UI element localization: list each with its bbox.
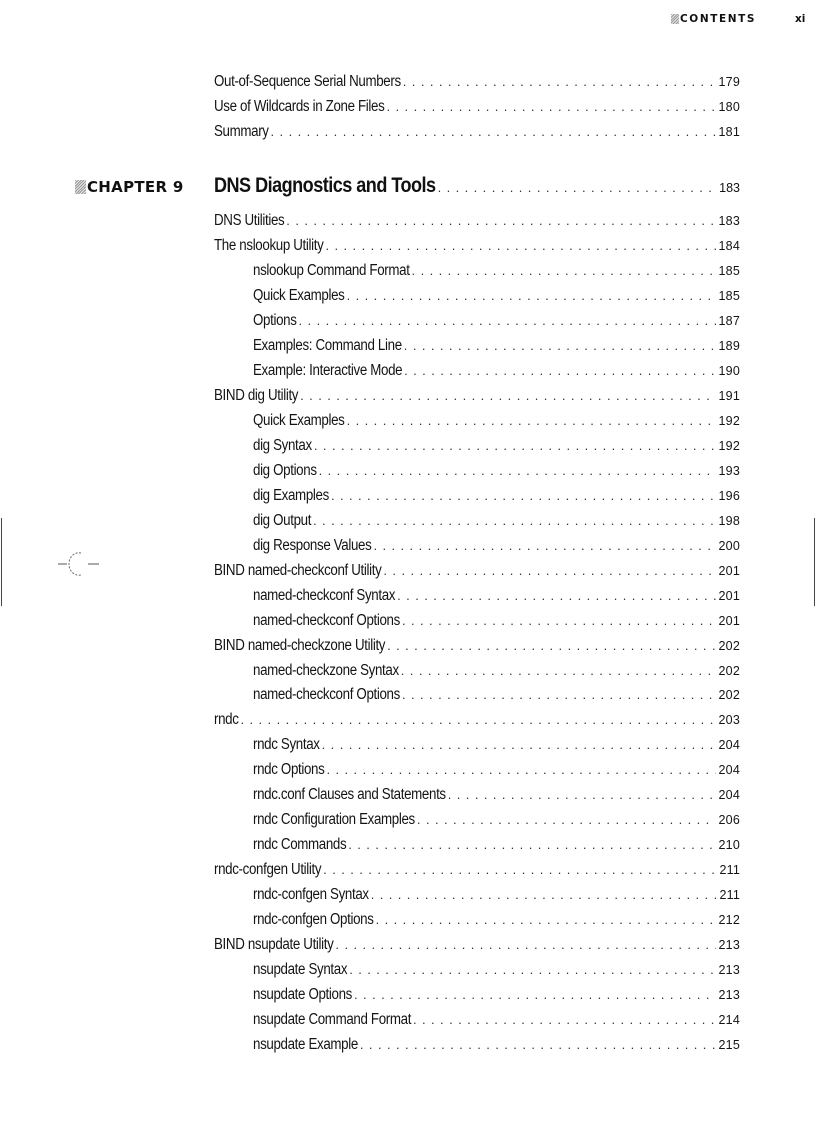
right-edge-line [814,518,815,606]
toc-subentry[interactable] [253,612,740,634]
toc-entry[interactable] [214,212,740,234]
dot-leader [322,737,716,752]
toc-subentry[interactable] [253,287,740,309]
dot-leader [360,1037,716,1052]
dot-leader [404,363,715,378]
toc-entry[interactable] [214,73,740,95]
running-head-label [671,13,756,25]
toc-entry-page: 185 [718,288,740,303]
dot-leader [354,987,716,1002]
toc-entry-page: 185 [718,263,740,278]
dot-leader [371,887,717,902]
hatch-ornament-icon [671,14,679,24]
toc-entry-page: 196 [718,488,740,503]
toc-entry-title: nsupdate Command Format [253,1011,412,1028]
toc-entry-page: 210 [718,838,740,853]
toc-entry-title: rndc Options [253,761,325,779]
toc-entry-page: 206 [718,813,740,828]
toc-entry-page: 204 [718,738,740,753]
toc-entry-page: 203 [718,713,740,728]
toc-entry-page: 212 [718,913,740,928]
toc-subentry[interactable] [253,811,740,833]
toc-entry-title: dig Response Values [253,536,372,554]
toc-entry-page: 213 [718,988,740,1003]
toc-entry-page: 201 [718,588,740,603]
toc-entry[interactable] [214,711,740,733]
dot-leader [373,538,715,553]
toc-entry-page: 184 [718,239,740,253]
toc-entry-page: 181 [718,125,740,139]
toc-entry-page: 191 [718,388,740,403]
dot-leader [402,687,716,702]
toc-subentry[interactable] [253,886,740,908]
dot-leader [240,712,715,727]
dot-leader [413,1012,716,1027]
toc-entry[interactable] [214,562,740,584]
toc-entry-title: Quick Examples [253,286,345,304]
toc-subentry[interactable] [253,686,740,708]
toc-entry-page: 202 [718,663,740,678]
toc-entry-title: named-checkconf Options [253,686,400,704]
dot-leader [404,338,716,353]
toc-entry-page: 192 [718,438,740,453]
toc-entry-title: nsupdate Syntax [253,961,348,979]
hatch-ornament-icon [75,180,86,194]
toc-subentry[interactable] [253,362,740,384]
toc-entry-page: 198 [718,513,740,528]
toc-subentry[interactable] [253,487,740,509]
toc-entry[interactable] [214,98,740,120]
toc-entry-title: rndc Syntax [253,736,320,754]
toc-entry-title: BIND named-checkconf Utility [214,561,382,579]
toc-entry-title: BIND nsupdate Utility [214,936,334,954]
toc-entry-page: 213 [718,938,740,953]
dot-leader [349,962,715,977]
toc-entry-title: rndc-confgen Syntax [253,886,369,904]
toc-entry-page: 190 [718,363,740,378]
dot-leader [347,288,716,303]
toc-entry-page: 215 [718,1038,740,1052]
toc-subentry[interactable] [253,1036,740,1058]
toc-subentry[interactable] [253,961,740,983]
dot-leader [438,180,717,195]
dot-leader [326,762,715,777]
dot-leader [387,638,715,653]
dot-leader [286,213,715,228]
dot-leader [313,513,716,528]
toc-subentry[interactable] [253,662,740,684]
dot-leader [417,812,716,827]
toc-entry-title: Use of Wildcards in Zone Files [214,98,385,115]
toc-entry[interactable] [214,637,740,659]
chapter-page: 183 [719,181,740,195]
toc-subentry[interactable] [253,786,740,808]
toc-entry-page: 189 [718,338,740,353]
toc-entry[interactable] [214,237,740,259]
toc-subentry[interactable] [253,587,740,609]
toc-entry-title: nsupdate Options [253,986,352,1004]
toc-entry-title: rndc Commands [253,836,347,854]
chapter-title-entry[interactable] [214,174,740,198]
dot-leader [448,787,716,802]
dot-leader [348,837,715,852]
toc-entry-title: Summary [214,123,269,140]
dot-leader [402,613,716,628]
toc-entry-title: BIND dig Utility [214,386,299,404]
toc-entry[interactable] [214,936,740,958]
dot-leader [397,588,715,603]
toc-entry-page: 214 [718,1013,740,1027]
toc-entry-title: named-checkzone Syntax [253,661,399,679]
toc-entry-page: 201 [718,613,740,628]
toc-entry-page: 213 [718,963,740,978]
toc-entry-title: dig Options [253,461,317,479]
toc-entry[interactable] [214,387,740,409]
chapter-number: CHAPTER 9 [87,178,184,196]
chapter-title: DNS Diagnostics and Tools [214,174,436,197]
registration-mark-icon [55,545,105,579]
toc-entry-title: nsupdate Example [253,1036,358,1053]
toc-entry-page: 200 [718,538,740,553]
toc-entry-page: 202 [718,688,740,703]
dot-leader [331,488,716,503]
toc-entry-page: 179 [718,75,740,89]
dot-leader [300,388,715,403]
toc-entry-page: 201 [718,563,740,578]
dot-leader [401,663,716,678]
dot-leader [325,238,715,253]
chapter-label [75,178,184,196]
dot-leader [387,99,716,114]
toc-entry-title: rndc [214,711,239,729]
dot-leader [347,413,716,428]
toc-entry-page: 211 [719,888,740,903]
toc-entry-page: 204 [718,788,740,803]
toc-subentry[interactable] [253,512,740,534]
toc-entry[interactable] [214,123,740,145]
toc-subentry[interactable] [253,761,740,783]
toc-subentry[interactable] [253,262,740,284]
dot-leader [403,74,716,89]
toc-entry-title: Example: Interactive Mode [253,361,403,379]
toc-subentry[interactable] [253,911,740,933]
running-head [0,13,816,29]
toc-entry-title: The nslookup Utility [214,237,324,254]
toc-entry-page: 192 [718,413,740,428]
dot-leader [323,862,716,877]
toc-subentry[interactable] [253,412,740,434]
toc-entry-page: 180 [718,100,740,114]
toc-subentry[interactable] [253,836,740,858]
toc-entry-title: Quick Examples [253,411,345,429]
toc-entry-title: dig Output [253,511,312,529]
dot-leader [319,463,716,478]
toc-entry-title: Examples: Command Line [253,336,402,354]
dot-leader [299,313,716,328]
toc-entry-title: nslookup Command Format [253,261,410,279]
toc-entry-page: 193 [718,463,740,478]
toc-entry-page: 183 [718,214,740,228]
toc-entry-page: 202 [718,638,740,653]
toc-entry-title: dig Examples [253,486,329,504]
running-head-text: CONTENTS [680,13,757,25]
toc-entry-title: BIND named-checkzone Utility [214,636,386,654]
dot-leader [314,438,716,453]
toc-entry-title: rndc-confgen Utility [214,861,322,879]
toc-entry-title: DNS Utilities [214,212,285,229]
chapter-heading [0,172,816,200]
toc-entry-title: named-checkconf Syntax [253,586,396,604]
toc-entry-title: rndc Configuration Examples [253,811,415,829]
toc-entry-page: 204 [718,763,740,778]
dot-leader [383,563,715,578]
toc-entry-title: rndc-confgen Options [253,911,374,929]
toc-entry-page: 187 [718,313,740,328]
folio-page-number: xi [795,13,806,25]
toc-subentry[interactable] [253,537,740,559]
dot-leader [376,912,716,927]
toc-entry-title: named-checkconf Options [253,611,400,629]
dot-leader [412,263,716,278]
toc-subentry[interactable] [253,1011,740,1033]
toc-entry-title: Options [253,311,297,329]
toc-subentry[interactable] [253,986,740,1008]
toc-subentry[interactable] [253,736,740,758]
dot-leader [271,124,716,139]
left-edge-line [1,518,2,606]
toc-subentry[interactable] [253,462,740,484]
toc-subentry[interactable] [253,437,740,459]
toc-subentry[interactable] [253,337,740,359]
toc-entry-title: dig Syntax [253,436,312,454]
dot-leader [335,937,715,952]
toc-entry-page: 211 [719,863,740,878]
toc-entry[interactable] [214,861,740,883]
toc-entry-title: rndc.conf Clauses and Statements [253,786,446,804]
toc-entry-title: Out-of-Sequence Serial Numbers [214,73,401,90]
toc-subentry[interactable] [253,312,740,334]
